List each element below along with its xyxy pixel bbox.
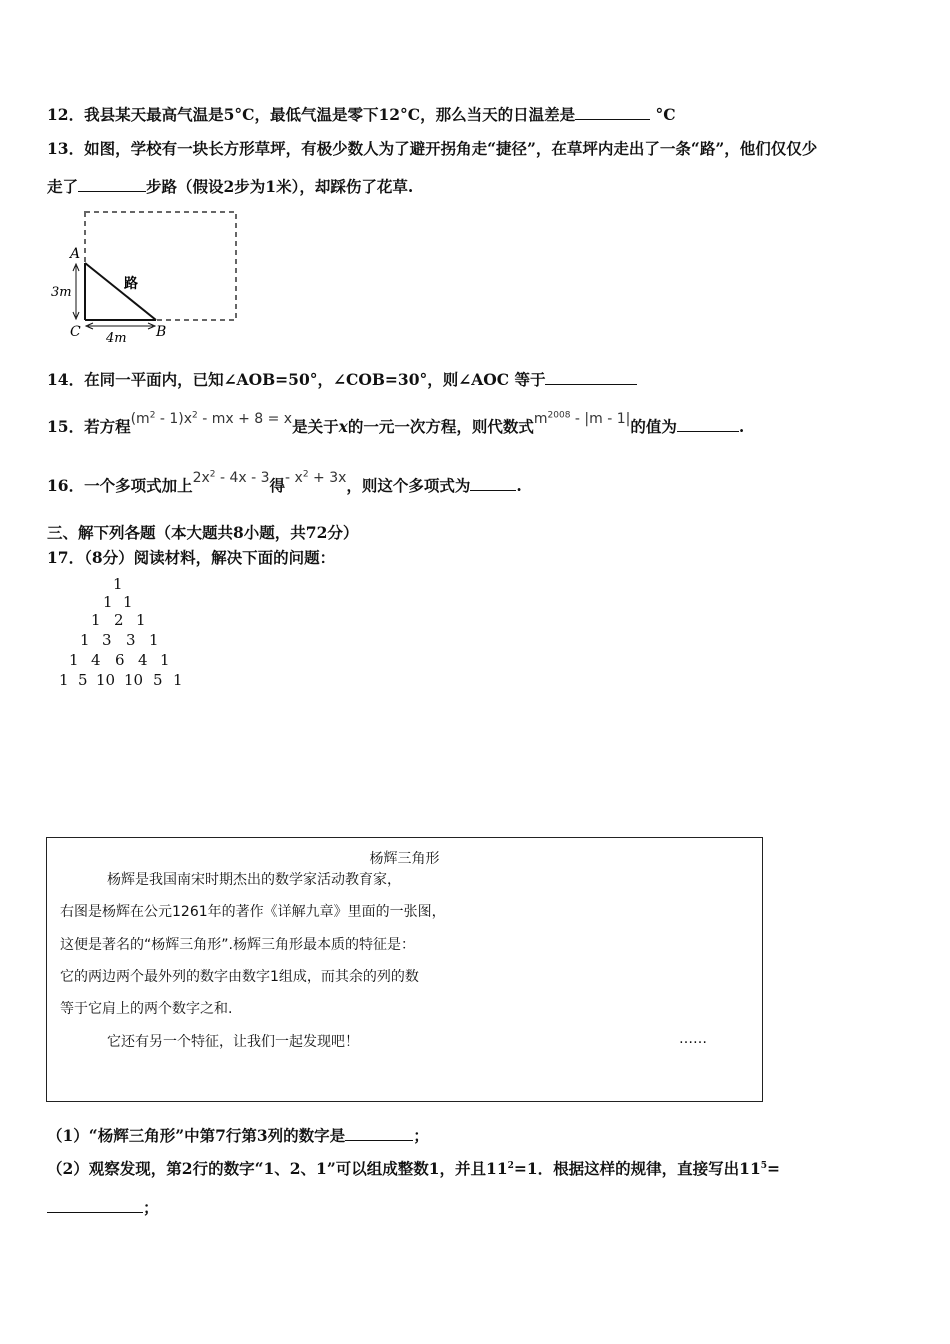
q16-mid: 得	[269, 476, 286, 495]
lawn-rectangle	[85, 212, 236, 320]
box-line-2: 右图是杨辉在公元1261年的著作《详解九章》里面的一张图，	[60, 904, 446, 920]
tri-r5-c5: 1	[160, 651, 170, 669]
sub2-text-a: （2）观察发现，第2行的数字“1、2、1”可以组成整数1，并且11	[47, 1159, 508, 1178]
q15-answer-blank[interactable]	[677, 417, 739, 432]
tri-r4-c3: 3	[126, 631, 136, 649]
tri-r2-c2: 1	[123, 593, 133, 611]
label-3m: 3m	[51, 285, 72, 300]
sub1-text: （1）“杨辉三角形”中第7行第3列的数字是	[47, 1126, 346, 1145]
tri-r3-c2: 2	[114, 611, 124, 629]
q13-text-b: 步路（假设2步为1米），却踩伤了花草.	[146, 177, 414, 196]
q12-text: 12．我县某天最高气温是5°C，最低气温是零下12°C，那么当天的日温差是	[47, 105, 576, 124]
question-15: 15．若方程$(m^2 - 1)x^2$ - mx + 8 = x是关于x的一元一次方程，则代数式$m^{2008} - |m - 1|$的值为 .	[47, 410, 745, 436]
q16-pre: 16．一个多项式加上	[47, 476, 193, 495]
q16-poly1: $2x^2 - 4x - 3$	[192, 469, 270, 486]
tri-r5-c2: 4	[91, 651, 101, 669]
label-c: C	[70, 324, 81, 340]
question-17-sub2: （2）观察发现，第2行的数字“1、2、1”可以组成整数1，并且$11^2=1$．根据这样的规律，直接写出$11^5=$	[47, 1159, 780, 1178]
question-16: 16．一个多项式加上$2x^2 - 4x - 3$得- $x^2 + 3x$，则这个多项式为 .	[47, 469, 522, 495]
q15-mid1: 是关于	[292, 417, 339, 436]
tri-r6-c2: 5	[78, 671, 88, 689]
reading-material-box	[46, 837, 763, 1102]
question-12	[47, 103, 676, 125]
tri-r4-c2: 3	[102, 631, 112, 649]
q14-text: 14．在同一平面内，已知∠AOB=50°，∠COB=30°，则∠AOC 等于	[47, 370, 546, 389]
q16-answer-blank[interactable]	[470, 476, 516, 491]
section-3-heading: 三、解下列各题（本大题共8小题，共72分）	[47, 523, 359, 542]
box-ellipsis: ……	[679, 1031, 707, 1047]
q16-poly2: - $x^2 + 3x$	[285, 469, 347, 486]
box-line-1: 杨辉是我国南宋时期杰出的数学家活动教育家，	[107, 872, 401, 888]
q16-post: ，则这个多项式为	[346, 476, 471, 495]
question-17-sub1: （1）“杨辉三角形”中第7行第3列的数字是 ；	[47, 1126, 429, 1145]
box-line-6: 它还有另一个特征，让我们一起发现吧！	[107, 1034, 359, 1050]
q14-answer-blank[interactable]	[545, 370, 637, 385]
q13-text-a: 走了	[47, 177, 79, 196]
sub2-answer-blank[interactable]	[47, 1198, 143, 1213]
q15-pre: 15．若方程	[47, 417, 131, 436]
q15-var: x	[338, 417, 348, 436]
tri-r6-c1: 1	[59, 671, 69, 689]
tri-r6-c3: 10	[96, 671, 116, 689]
box-line-4: 它的两边两个最外列的数字由数字1组成，而其余的列的数	[60, 969, 419, 985]
q12-unit: °C	[655, 105, 676, 124]
tri-r4-c1: 1	[80, 631, 90, 649]
box-line-3: 这便是著名的“杨辉三角形”.杨辉三角形最本质的特征是：	[60, 937, 415, 953]
lawn-figure	[48, 206, 248, 348]
box-title: 杨辉三角形	[369, 851, 440, 867]
q15-equation: $(m^2 - 1)x^2$ - mx + 8 = x	[130, 410, 293, 427]
tri-r5-c3: 6	[115, 651, 125, 669]
tri-r2-c1: 1	[103, 593, 113, 611]
road-line	[85, 263, 156, 320]
q15-expression: $m^{2008} - |m - 1|$	[533, 410, 631, 427]
sub1-answer-blank[interactable]	[345, 1126, 413, 1141]
tri-r5-c1: 1	[69, 651, 79, 669]
question-13-line1: 13．如图，学校有一块长方形草坪，有极少数人为了避开拐角走“捷径”，在草坪内走出了一条“路”，他们仅仅少	[47, 139, 818, 158]
label-a: A	[70, 246, 81, 262]
tri-r6-c5: 5	[153, 671, 163, 689]
q15-mid2: 的一元一次方程，则代数式	[347, 417, 534, 436]
yanghui-triangle	[56, 575, 196, 695]
tri-r3-c3: 1	[136, 611, 146, 629]
question-17-intro: 17．（8分）阅读材料，解决下面的问题：	[47, 548, 336, 567]
label-4m: 4m	[106, 331, 127, 346]
sub2-text-c: =	[767, 1159, 780, 1178]
q15-post: 的值为	[630, 417, 677, 436]
question-13-line2	[47, 175, 413, 197]
tri-r4-c4: 1	[149, 631, 159, 649]
question-17-sub2-answer: ；	[47, 1196, 159, 1218]
q12-answer-blank[interactable]	[575, 105, 650, 120]
question-14	[47, 368, 637, 390]
box-line-5: 等于它肩上的两个数字之和.	[60, 1001, 233, 1017]
tri-r1-c1: 1	[113, 575, 123, 593]
q13-answer-blank[interactable]	[78, 177, 146, 192]
tri-r5-c4: 4	[138, 651, 148, 669]
label-road: 路	[124, 276, 138, 292]
tri-r3-c1: 1	[91, 611, 101, 629]
label-b: B	[156, 324, 167, 340]
sub2-text-b: =1．根据这样的规律，直接写出11	[513, 1159, 761, 1178]
tri-r6-c4: 10	[124, 671, 144, 689]
tri-r6-c6: 1	[173, 671, 183, 689]
